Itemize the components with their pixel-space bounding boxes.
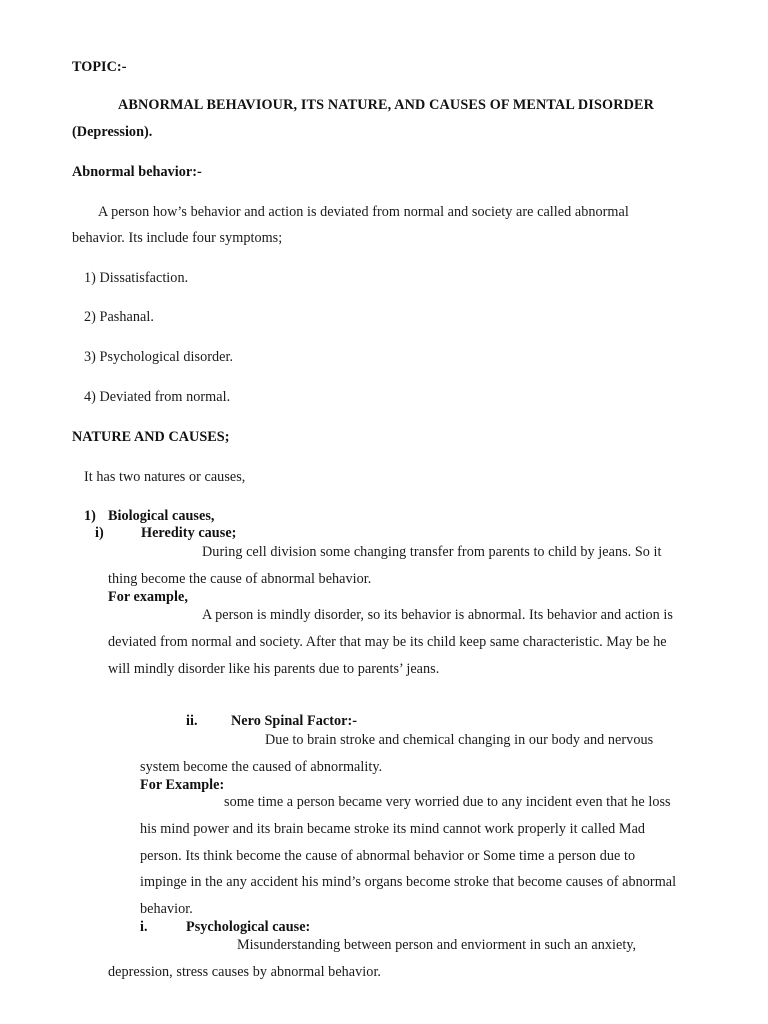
topic-label: TOPIC:- [72, 59, 127, 75]
abnormal-behavior-heading: Abnormal behavior:- [72, 164, 202, 180]
document-title: ABNORMAL BEHAVIOUR, ITS NATURE, AND CAUSES OF MENTAL DISORDER [118, 97, 655, 113]
biological-number: 1) [84, 508, 96, 524]
heredity-example-line: deviated from normal and society. After that may be its child keep same characteristic. May be he [108, 634, 667, 650]
heredity-example-label: For example, [108, 589, 188, 605]
psychological-heading: Psychological cause: [186, 919, 311, 935]
nero-example-line: behavior. [140, 901, 193, 917]
symptom-item: 4) Deviated from normal. [84, 389, 231, 405]
nero-example-line: impinge in the any accident his mind’s organs become stroke that become causes of abnormal [140, 874, 677, 890]
heredity-example-line: A person is mindly disorder, so its behavior is abnormal. Its behavior and action is [202, 607, 673, 623]
psychological-text-line: Misunderstanding between person and enviorment in such an anxiety, [237, 937, 637, 953]
nero-number: ii. [186, 713, 198, 729]
nero-text-line: system become the caused of abnormality. [140, 759, 383, 775]
heredity-text-line: During cell division some changing transfer from parents to child by jeans. So it [202, 544, 662, 560]
heredity-heading: Heredity cause; [141, 525, 237, 541]
nero-example-line: person. Its think become the cause of abnormal behavior or Some time a person due to [140, 848, 636, 864]
heredity-example-line: will mindly disorder like his parents due to parents’ jeans. [108, 661, 440, 677]
nero-text-line: Due to brain stroke and chemical changing in our body and nervous [265, 732, 654, 748]
nero-example-label: For Example: [140, 777, 225, 793]
nature-intro: It has two natures or causes, [84, 469, 246, 485]
symptom-item: 2) Pashanal. [84, 309, 154, 325]
heredity-number: i) [95, 525, 104, 541]
biological-heading: Biological causes, [108, 508, 215, 524]
abnormal-definition-line: A person how’s behavior and action is deviated from normal and society are called abnormal [98, 204, 629, 220]
nero-example-line: some time a person became very worried due to any incident even that he loss [224, 794, 671, 810]
nature-causes-heading: NATURE AND CAUSES; [72, 429, 230, 445]
nero-example-line: his mind power and its brain became stroke its mind cannot work properly it called Mad [140, 821, 646, 837]
document-subtitle: (Depression). [72, 124, 153, 140]
heredity-text-line: thing become the cause of abnormal behavior. [108, 571, 372, 587]
abnormal-definition-line: behavior. Its include four symptoms; [72, 230, 283, 246]
psychological-text-line: depression, stress causes by abnormal behavior. [108, 964, 382, 980]
symptom-item: 3) Psychological disorder. [84, 349, 234, 365]
symptom-item: 1) Dissatisfaction. [84, 270, 189, 286]
psychological-number: i. [140, 919, 148, 935]
nero-heading: Nero Spinal Factor:- [231, 713, 358, 729]
